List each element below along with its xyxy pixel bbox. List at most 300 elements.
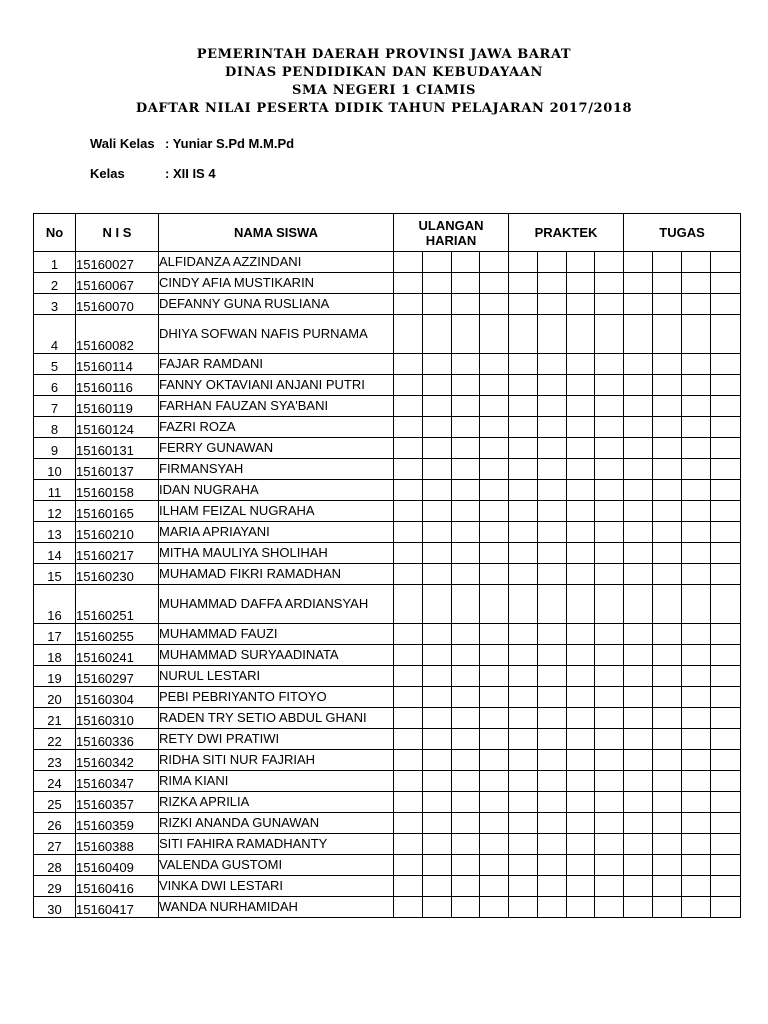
grade-cell [480, 708, 509, 729]
grade-cell [394, 480, 423, 501]
grade-cell [682, 876, 711, 897]
grade-cell [538, 729, 567, 750]
grade-cell [538, 375, 567, 396]
cell-nama: DEFANNY GUNA RUSLIANA [159, 294, 394, 315]
grade-cell [423, 585, 452, 624]
grade-cell [394, 813, 423, 834]
cell-no: 7 [34, 396, 76, 417]
grade-cell [711, 750, 741, 771]
grade-cell [509, 417, 538, 438]
grade-cell [653, 750, 682, 771]
grade-cell [423, 645, 452, 666]
grade-cell [567, 438, 595, 459]
cell-no: 9 [34, 438, 76, 459]
grade-cell [624, 813, 653, 834]
grade-cell [538, 252, 567, 273]
grade-cell [452, 273, 480, 294]
grade-cell [538, 834, 567, 855]
grade-cell [567, 624, 595, 645]
cell-nama: DHIYA SOFWAN NAFIS PURNAMA [159, 315, 394, 354]
cell-no: 19 [34, 666, 76, 687]
grade-cell [509, 771, 538, 792]
grade-cell [452, 750, 480, 771]
grade-cell [567, 585, 595, 624]
cell-no: 25 [34, 792, 76, 813]
grade-cell [567, 501, 595, 522]
grade-cell [480, 792, 509, 813]
grade-cell [480, 585, 509, 624]
cell-nis: 15160131 [76, 438, 159, 459]
grade-cell [653, 564, 682, 585]
cell-nis: 15160137 [76, 459, 159, 480]
table-row [34, 666, 741, 687]
grade-cell [653, 813, 682, 834]
grade-cell [480, 876, 509, 897]
grade-cell [624, 792, 653, 813]
cell-nama: NURUL LESTARI [159, 666, 394, 687]
grade-cell [595, 543, 624, 564]
table-row [34, 792, 741, 813]
grade-cell [480, 771, 509, 792]
grade-cell [624, 252, 653, 273]
cell-nis: 15160255 [76, 624, 159, 645]
grade-cell [394, 666, 423, 687]
table-row [34, 645, 741, 666]
grade-cell [653, 876, 682, 897]
grade-cell [682, 585, 711, 624]
grade-cell [452, 666, 480, 687]
column-header-no: No [34, 214, 76, 252]
grade-cell [423, 813, 452, 834]
grade-cell [423, 252, 452, 273]
grade-cell [452, 897, 480, 918]
grade-cell [509, 750, 538, 771]
grade-cell [595, 645, 624, 666]
grade-cell [682, 396, 711, 417]
grade-cell [394, 645, 423, 666]
grade-cell [509, 438, 538, 459]
cell-no: 26 [34, 813, 76, 834]
grade-cell [595, 375, 624, 396]
grade-cell [423, 522, 452, 543]
grade-cell [538, 459, 567, 480]
cell-nis: 15160230 [76, 564, 159, 585]
grade-cell [653, 438, 682, 459]
grade-cell [509, 501, 538, 522]
cell-nama: ALFIDANZA AZZINDANI [159, 252, 394, 273]
grade-cell [394, 855, 423, 876]
cell-no: 3 [34, 294, 76, 315]
grade-cell [595, 294, 624, 315]
grade-cell [682, 375, 711, 396]
grade-cell [595, 315, 624, 354]
grade-cell [711, 813, 741, 834]
grade-cell [394, 396, 423, 417]
grade-cell [423, 897, 452, 918]
grade-cell [624, 396, 653, 417]
grade-cell [509, 876, 538, 897]
grade-cell [711, 564, 741, 585]
grade-cell [423, 729, 452, 750]
table-row [34, 438, 741, 459]
kelas-label: Kelas [90, 166, 125, 181]
cell-no: 5 [34, 354, 76, 375]
cell-nis: 15160251 [76, 585, 159, 624]
grade-cell [480, 645, 509, 666]
grade-cell [538, 855, 567, 876]
cell-nis: 15160217 [76, 543, 159, 564]
grade-cell [394, 771, 423, 792]
grade-cell [509, 708, 538, 729]
grade-cell [595, 624, 624, 645]
grade-cell [595, 438, 624, 459]
cell-no: 23 [34, 750, 76, 771]
grade-cell [711, 375, 741, 396]
grade-cell [711, 294, 741, 315]
grade-cell [452, 354, 480, 375]
grade-cell [595, 792, 624, 813]
grade-cell [624, 876, 653, 897]
cell-no: 16 [34, 585, 76, 624]
grade-cell [394, 294, 423, 315]
table-row [34, 501, 741, 522]
table-row [34, 375, 741, 396]
grade-cell [682, 480, 711, 501]
table-row [34, 417, 741, 438]
cell-nis: 15160304 [76, 687, 159, 708]
cell-nis: 15160116 [76, 375, 159, 396]
grade-cell [711, 687, 741, 708]
grade-cell [711, 438, 741, 459]
table-row [34, 459, 741, 480]
grade-cell [394, 273, 423, 294]
grade-cell [682, 750, 711, 771]
cell-no: 15 [34, 564, 76, 585]
grade-cell [394, 687, 423, 708]
grade-cell [653, 480, 682, 501]
grade-cell [509, 687, 538, 708]
grade-cell [480, 375, 509, 396]
grade-cell [509, 273, 538, 294]
wali-kelas-label: Wali Kelas [90, 136, 155, 151]
cell-no: 4 [34, 315, 76, 354]
grade-cell [595, 771, 624, 792]
grade-cell [624, 729, 653, 750]
grade-cell [394, 459, 423, 480]
grade-cell [711, 585, 741, 624]
grade-cell [394, 543, 423, 564]
table-row [34, 294, 741, 315]
cell-no: 6 [34, 375, 76, 396]
cell-no: 17 [34, 624, 76, 645]
cell-nama: MUHAMMAD FAUZI [159, 624, 394, 645]
cell-nama: FANNY OKTAVIANI ANJANI PUTRI [159, 375, 394, 396]
grade-cell [653, 792, 682, 813]
cell-nama: MARIA APRIAYANI [159, 522, 394, 543]
grade-cell [480, 624, 509, 645]
header-line-department: DINAS PENDIDIKAN DAN KEBUDAYAAN [225, 65, 543, 80]
cell-no: 30 [34, 897, 76, 918]
grade-cell [509, 294, 538, 315]
cell-nis: 15160119 [76, 396, 159, 417]
grade-cell [394, 375, 423, 396]
grade-cell [567, 792, 595, 813]
grade-cell [653, 897, 682, 918]
cell-no: 18 [34, 645, 76, 666]
grade-cell [394, 792, 423, 813]
grade-cell [624, 687, 653, 708]
grade-cell [711, 771, 741, 792]
grade-cell [509, 480, 538, 501]
grade-cell [711, 708, 741, 729]
table-body [34, 252, 741, 918]
grade-cell [624, 375, 653, 396]
grade-cell [595, 855, 624, 876]
grade-cell [452, 459, 480, 480]
grade-cell [624, 666, 653, 687]
table-row [34, 564, 741, 585]
grade-cell [509, 543, 538, 564]
grade-cell [682, 645, 711, 666]
grade-cell [682, 438, 711, 459]
grade-cell [538, 480, 567, 501]
grade-cell [452, 294, 480, 315]
column-header-nama: NAMA SISWA [159, 214, 394, 252]
grade-cell [624, 501, 653, 522]
cell-nis: 15160347 [76, 771, 159, 792]
table-row [34, 522, 741, 543]
grade-cell [509, 354, 538, 375]
grade-cell [480, 855, 509, 876]
grade-cell [624, 771, 653, 792]
grade-cell [509, 855, 538, 876]
grade-cell [682, 564, 711, 585]
grade-cell [567, 315, 595, 354]
grade-cell [394, 834, 423, 855]
grade-cell [509, 564, 538, 585]
grade-cell [653, 771, 682, 792]
grade-cell [653, 501, 682, 522]
grade-cell [653, 624, 682, 645]
grade-cell [394, 897, 423, 918]
grade-cell [538, 417, 567, 438]
grade-cell [567, 834, 595, 855]
table-row [34, 315, 741, 354]
grade-cell [538, 624, 567, 645]
grade-cell [423, 855, 452, 876]
grade-cell [480, 480, 509, 501]
grade-cell [624, 834, 653, 855]
grade-cell [394, 522, 423, 543]
grade-cell [567, 687, 595, 708]
grade-cell [538, 645, 567, 666]
grade-cell [682, 273, 711, 294]
table-row [34, 855, 741, 876]
grade-cell [394, 417, 423, 438]
grade-cell [567, 459, 595, 480]
table-row [34, 354, 741, 375]
cell-nama: MITHA MAULIYA SHOLIHAH [159, 543, 394, 564]
cell-no: 29 [34, 876, 76, 897]
grade-cell [394, 750, 423, 771]
grade-cell [538, 771, 567, 792]
grade-cell [480, 396, 509, 417]
grade-cell [394, 564, 423, 585]
grade-cell [595, 273, 624, 294]
grade-cell [480, 459, 509, 480]
cell-no: 8 [34, 417, 76, 438]
grade-cell [567, 354, 595, 375]
table-row [34, 396, 741, 417]
grade-cell [538, 564, 567, 585]
grade-cell [624, 354, 653, 375]
cell-nis: 15160357 [76, 792, 159, 813]
cell-no: 11 [34, 480, 76, 501]
kelas-value: : XII IS 4 [165, 166, 216, 181]
grade-cell [452, 708, 480, 729]
grade-cell [567, 294, 595, 315]
grade-cell [711, 522, 741, 543]
cell-no: 14 [34, 543, 76, 564]
ulangan-label: ULANGAN [418, 217, 484, 233]
cell-nama: RIMA KIANI [159, 771, 394, 792]
grade-cell [452, 501, 480, 522]
grade-cell [682, 417, 711, 438]
cell-nis: 15160067 [76, 273, 159, 294]
cell-nis: 15160124 [76, 417, 159, 438]
grade-cell [423, 396, 452, 417]
cell-nama: CINDY AFIA MUSTIKARIN [159, 273, 394, 294]
cell-nis: 15160336 [76, 729, 159, 750]
grade-cell [423, 438, 452, 459]
column-header-nis: N I S [76, 214, 159, 252]
grade-cell [595, 876, 624, 897]
grade-cell [653, 273, 682, 294]
grade-cell [480, 687, 509, 708]
grade-cell [538, 708, 567, 729]
cell-nama: MUHAMMAD SURYAADINATA [159, 645, 394, 666]
cell-no: 20 [34, 687, 76, 708]
cell-nis: 15160417 [76, 897, 159, 918]
cell-nama: RIZKA APRILIA [159, 792, 394, 813]
grade-cell [452, 315, 480, 354]
grade-cell [509, 522, 538, 543]
grade-cell [480, 729, 509, 750]
grade-cell [509, 624, 538, 645]
grade-cell [452, 729, 480, 750]
column-header-ulangan-harian [394, 214, 509, 252]
grade-cell [711, 501, 741, 522]
cell-nama: MUHAMMAD DAFFA ARDIANSYAH [159, 585, 394, 624]
cell-nama: ILHAM FEIZAL NUGRAHA [159, 501, 394, 522]
table-row [34, 876, 741, 897]
header-line-school: SMA NEGERI 1 CIAMIS [292, 83, 476, 98]
cell-nis: 15160310 [76, 708, 159, 729]
grade-cell [682, 687, 711, 708]
grade-cell [711, 459, 741, 480]
cell-no: 24 [34, 771, 76, 792]
grade-cell [711, 543, 741, 564]
grade-cell [624, 417, 653, 438]
grade-cell [538, 585, 567, 624]
grade-cell [480, 438, 509, 459]
grade-cell [509, 396, 538, 417]
grade-cell [567, 855, 595, 876]
cell-no: 2 [34, 273, 76, 294]
grade-cell [509, 834, 538, 855]
grade-cell [538, 750, 567, 771]
kelas-line [90, 166, 216, 181]
grade-cell [595, 354, 624, 375]
grade-cell [682, 294, 711, 315]
grade-cell [480, 315, 509, 354]
cell-nis: 15160082 [76, 315, 159, 354]
grade-cell [682, 666, 711, 687]
table-row [34, 624, 741, 645]
grade-cell [509, 666, 538, 687]
grade-cell [538, 897, 567, 918]
grade-cell [480, 522, 509, 543]
cell-nama: RIZKI ANANDA GUNAWAN [159, 813, 394, 834]
cell-nis: 15160241 [76, 645, 159, 666]
grade-cell [452, 417, 480, 438]
grade-cell [394, 501, 423, 522]
cell-no: 12 [34, 501, 76, 522]
grade-cell [682, 624, 711, 645]
grade-cell [653, 543, 682, 564]
table-header-row [34, 214, 741, 252]
cell-no: 22 [34, 729, 76, 750]
grade-cell [711, 480, 741, 501]
grade-cell [538, 273, 567, 294]
grade-cell [509, 729, 538, 750]
grade-cell [624, 294, 653, 315]
grade-cell [538, 543, 567, 564]
grade-cell [567, 375, 595, 396]
grade-cell [567, 876, 595, 897]
grade-cell [624, 438, 653, 459]
grade-cell [423, 480, 452, 501]
grade-cell [653, 666, 682, 687]
grade-cell [423, 876, 452, 897]
grade-cell [595, 834, 624, 855]
grade-cell [711, 273, 741, 294]
grade-cell [509, 792, 538, 813]
grade-cell [567, 708, 595, 729]
grade-cell [509, 459, 538, 480]
grade-cell [682, 813, 711, 834]
grade-cell [509, 375, 538, 396]
grade-cell [394, 252, 423, 273]
grade-cell [423, 666, 452, 687]
grade-cell [394, 585, 423, 624]
grade-cell [509, 252, 538, 273]
grade-cell [452, 792, 480, 813]
grade-cell [711, 252, 741, 273]
grade-cell [480, 897, 509, 918]
cell-nama: FIRMANSYAH [159, 459, 394, 480]
grade-cell [682, 792, 711, 813]
grade-cell [567, 417, 595, 438]
grade-cell [394, 729, 423, 750]
cell-no: 13 [34, 522, 76, 543]
grade-cell [480, 501, 509, 522]
grade-cell [595, 396, 624, 417]
cell-nama: RIDHA SITI NUR FAJRIAH [159, 750, 394, 771]
grade-cell [452, 855, 480, 876]
grade-cell [480, 564, 509, 585]
grade-cell [711, 396, 741, 417]
